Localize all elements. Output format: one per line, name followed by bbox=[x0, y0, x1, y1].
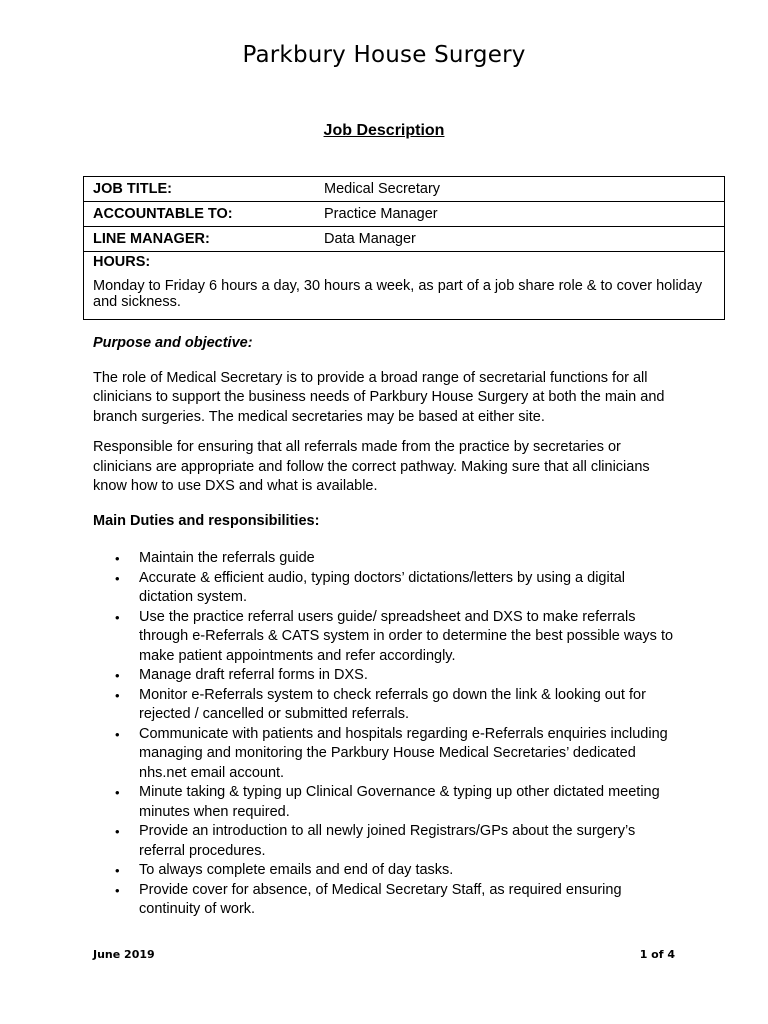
list-item bbox=[93, 666, 683, 686]
duties-heading: Main Duties and responsibilities: bbox=[93, 512, 320, 529]
list-item-text: Provide an introduction to all newly joined Registrars/GPs about the surgery’s referral procedures. bbox=[139, 823, 636, 859]
row-label: LINE MANAGER: bbox=[84, 227, 316, 252]
footer-page-number: 1 of 4 bbox=[639, 948, 675, 961]
list-item bbox=[93, 549, 683, 569]
bullet-icon: • bbox=[115, 609, 120, 625]
document-heading: Job Description bbox=[323, 122, 445, 139]
purpose-paragraph: The role of Medical Secretary is to provide a broad range of secretarial functions for all clinicians to support the business needs of Parkbury House Surgery at both the main and branch surgeries. The medical secretaries may be based at either site. bbox=[93, 369, 665, 425]
list-item bbox=[93, 861, 683, 881]
row-label: JOB TITLE: bbox=[84, 177, 316, 202]
bullet-icon: • bbox=[115, 668, 120, 683]
row-value: Medical Secretary bbox=[315, 177, 725, 202]
bullet-icon: • bbox=[115, 882, 120, 898]
row-value: Practice Manager bbox=[315, 202, 725, 227]
row-label: ACCOUNTABLE TO: bbox=[84, 202, 316, 227]
list-item-text: To always complete emails and end of day tasks. bbox=[139, 862, 454, 878]
list-item bbox=[93, 822, 683, 861]
list-item-text: Use the practice referral users guide/ spreadsheet and DXS to make referrals through e-Referrals & CATS system in order to determine the best possible ways to make patient appointments and refer accordingly. bbox=[139, 608, 674, 664]
list-item bbox=[93, 608, 683, 667]
list-item bbox=[93, 686, 683, 725]
hours-cell bbox=[84, 252, 725, 320]
list-item-text: Manage draft referral forms in DXS. bbox=[139, 667, 368, 683]
table-row bbox=[84, 227, 725, 252]
table-row bbox=[84, 177, 725, 202]
bullet-icon: • bbox=[115, 570, 120, 586]
purpose-heading: Purpose and objective: bbox=[93, 335, 253, 351]
list-item-text: Maintain the referrals guide bbox=[139, 550, 315, 566]
purpose-paragraph: Responsible for ensuring that all referrals made from the practice by secretaries or clinicians are appropriate and follow the correct pathway. Making sure that all clinicians know how to use DXS and what is available. bbox=[93, 439, 650, 494]
bullet-icon: • bbox=[115, 824, 120, 839]
row-value: Data Manager bbox=[315, 227, 725, 252]
bullet-icon: • bbox=[115, 726, 120, 742]
list-item-text: Monitor e-Referrals system to check referrals go down the link & looking out for rejected / cancelled or submitted referrals. bbox=[139, 686, 646, 722]
bullet-icon: • bbox=[115, 863, 120, 878]
footer-date: June 2019 bbox=[93, 948, 155, 961]
hours-text: Monday to Friday 6 hours a day, 30 hours a week, as part of a job share role & to cover holiday and sickness. bbox=[93, 278, 703, 310]
page-title: Parkbury House Surgery bbox=[242, 42, 526, 68]
list-item-text: Accurate & efficient audio, typing doctors’ dictations/letters by using a digital dictation system. bbox=[139, 569, 626, 605]
list-item-text: Provide cover for absence, of Medical Secretary Staff, as required ensuring continuity of work. bbox=[139, 881, 622, 917]
job-info-table bbox=[83, 176, 725, 320]
table-row bbox=[84, 202, 725, 227]
list-item-text: Minute taking & typing up Clinical Governance & typing up other dictated meeting minutes when required. bbox=[139, 784, 660, 820]
bullet-icon: • bbox=[115, 551, 120, 566]
list-item bbox=[93, 881, 683, 920]
bullet-icon: • bbox=[115, 785, 120, 800]
table-row-hours bbox=[84, 252, 725, 320]
bullet-icon: • bbox=[115, 687, 120, 703]
list-item bbox=[93, 725, 683, 784]
list-item-text: Communicate with patients and hospitals regarding e-Referrals enquiries including managing and monitoring the Parkbury House Medical Secretaries’ dedicated nhs.net email account. bbox=[139, 725, 668, 781]
hours-label: HOURS: bbox=[93, 254, 151, 270]
list-item bbox=[93, 569, 683, 608]
list-item bbox=[93, 783, 683, 822]
main-content bbox=[93, 334, 683, 920]
duties-list bbox=[93, 549, 683, 920]
